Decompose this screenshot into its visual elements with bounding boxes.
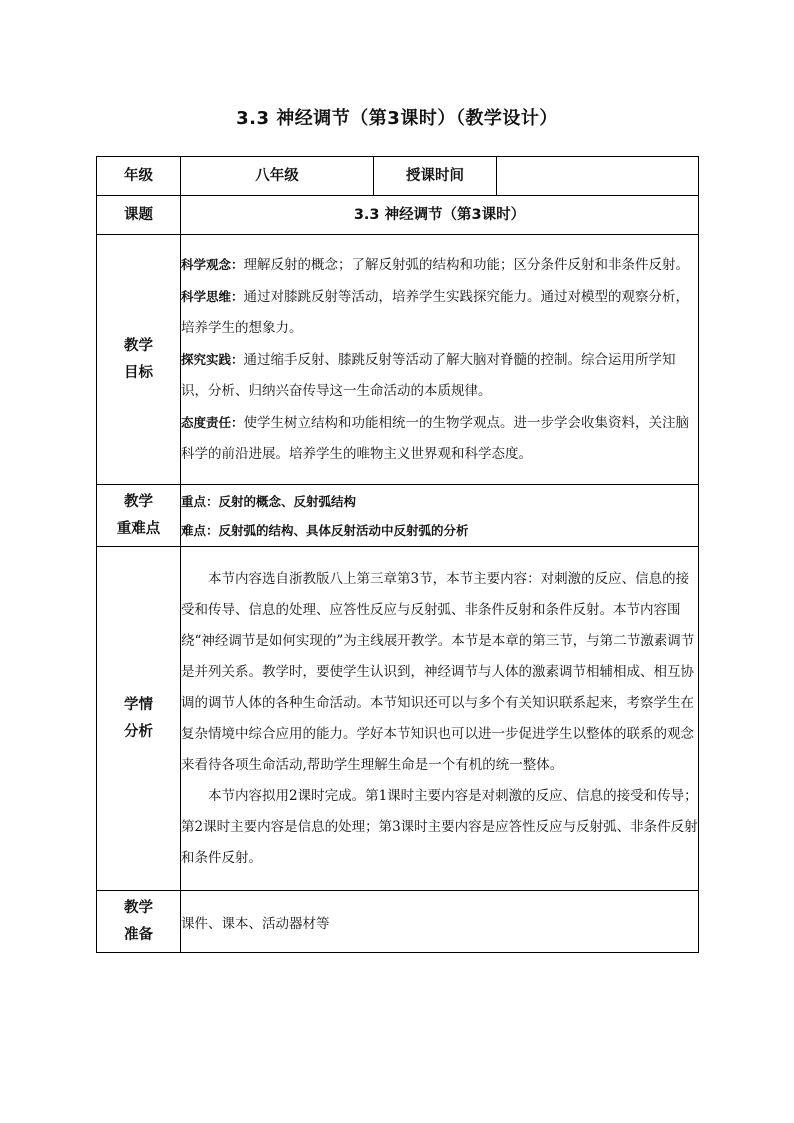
key-points-content (181, 485, 699, 547)
goal-item-label: 探究实践： (181, 352, 244, 367)
goal-item (181, 249, 698, 281)
time-label: 授课时间 (374, 157, 497, 196)
goals-label-line-2: 目标 (124, 364, 153, 381)
difficult-point: 难点：反射弧的结构、具体反射活动中反射弧的分析 (181, 522, 469, 538)
analysis-label-line-1: 学情 (124, 696, 153, 713)
analysis-row (97, 547, 699, 891)
page-title: 3.3 神经调节（第3课时）（教学设计） (236, 108, 558, 129)
analysis-paragraph-2: 本节内容拟用2课时完成。第1课时主要内容是对刺激的反应、信息的接受和传导；第2课时主要内容是信息的处理；第3课时主要内容是应答性反应与反射弧、非条件反射和条件反射。 (181, 787, 698, 866)
goal-item (181, 344, 698, 407)
lesson-plan-table (96, 156, 699, 953)
goal-item-text: 使学生树立结构和功能相统一的生物学观点。进一步学会收集资料，关注脑科学的前沿进展。培养学生的唯物主义世界观和科学态度。 (181, 415, 690, 462)
goal-item-label: 科学思维： (181, 289, 244, 304)
key-points-row (97, 485, 699, 547)
analysis-label-line-2: 分析 (124, 723, 153, 740)
grade-row (97, 157, 699, 196)
key-point: 重点：反射的概念、反射弧结构 (181, 493, 357, 509)
goals-row (97, 235, 699, 485)
analysis-content (181, 547, 699, 891)
key-label (97, 485, 181, 547)
prep-row (97, 891, 699, 953)
goal-item-text: 通过对膝跳反射等活动，培养学生实践探究能力。通过对模型的观察分析，培养学生的想象力。 (181, 289, 690, 336)
key-label-line-2: 重难点 (116, 520, 161, 537)
time-value (497, 157, 699, 196)
grade-value: 八年级 (181, 157, 374, 196)
goals-label (97, 235, 181, 485)
goal-item (181, 407, 698, 470)
goal-item-text: 通过缩手反射、膝跳反射等活动了解大脑对脊髓的控制。综合运用所学知识，分析、归纳兴奋传导这一生命活动的本质规律。 (181, 352, 676, 399)
analysis-paragraph-1: 本节内容选自浙教版八上第三章第3节，本节主要内容：对刺激的反应、信息的接受和传导、信息的处理、应答性反应与反射弧、非条件反射和条件反射。本节内容围绕“神经调节是如何实现的”为主线展开教学。本节是本章的第三节，与第二节激素调节是并列关系。教学时，要使学生认识到，神经调节与人体的激素调节相辅相成、相互协调的调节人体的各种生命活动。本节知识还可以与多个有关知识联系起来，考察学生在复杂情境中综合应用的能力。学好本节知识也可以进一步促进学生以整体的联系的观念来看待各项生命活动,帮助学生理解生命是一个有机的统一整体。 (181, 570, 695, 773)
prep-label-line-2: 准备 (124, 926, 153, 943)
goals-content (181, 235, 699, 485)
topic-value: 3.3 神经调节（第3课时） (181, 196, 699, 235)
goal-item-label: 科学观念： (181, 257, 244, 272)
topic-label: 课题 (97, 196, 181, 235)
key-label-line-1: 教学 (124, 493, 153, 510)
topic-row (97, 196, 699, 235)
goal-item-text: 理解反射的概念；了解反射弧的结构和功能；区分条件反射和非条件反射。 (243, 257, 690, 273)
prep-value: 课件、课本、活动器材等 (181, 891, 699, 953)
goal-item (181, 281, 698, 344)
analysis-label (97, 547, 181, 891)
prep-label (97, 891, 181, 953)
grade-label: 年级 (97, 157, 181, 196)
goals-label-line-1: 教学 (124, 337, 153, 354)
goal-item-label: 态度责任： (181, 415, 244, 430)
prep-label-line-1: 教学 (124, 899, 153, 916)
